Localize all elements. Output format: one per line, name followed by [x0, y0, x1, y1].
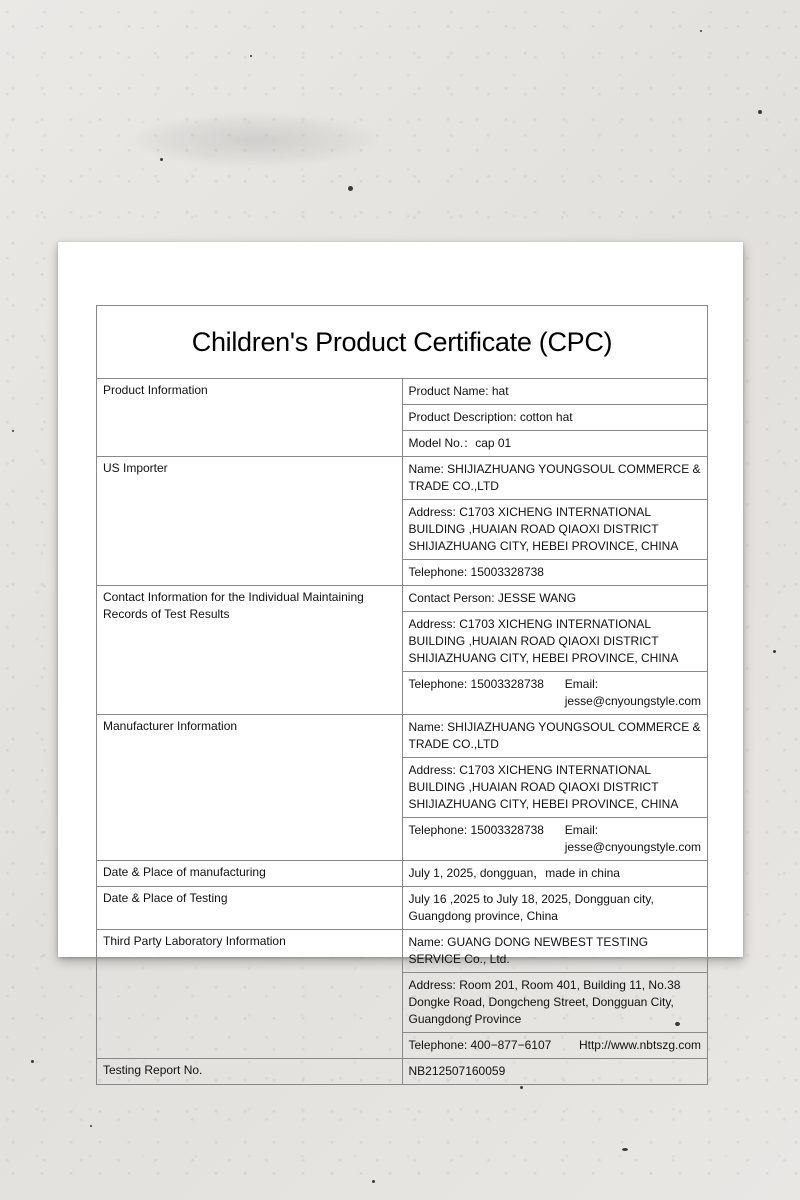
table-row [97, 861, 708, 887]
model-number: Model No.：cap 01 [402, 431, 708, 457]
contact-phone-email-cell [402, 672, 708, 715]
lab-telephone: Telephone: 400−877−6107 [408, 1038, 552, 1052]
contact-telephone: Telephone: 15003328738 [408, 677, 544, 691]
table-row [97, 715, 708, 758]
certificate-table [96, 305, 708, 1085]
importer-address: Address: C1703 XICHENG INTERNATIONAL BUILDING ,HUAIAN ROAD QIAOXI DISTRICT SHIJIAZHUANG CITY, HEBEI PROVINCE, CHINA [402, 500, 708, 560]
product-info-label: Product Information [97, 379, 403, 457]
contact-info-label: Contact Information for the Individual Maintaining Records of Test Results [97, 586, 403, 715]
lab-name: Name: GUANG DONG NEWBEST TESTING SERVICE Co., Ltd. [402, 930, 708, 973]
manufacturing-label: Date & Place of manufacturing [97, 861, 403, 887]
speck [622, 1148, 628, 1151]
manufacturer-phone-email-cell [402, 818, 708, 861]
table-row [97, 379, 708, 405]
certificate-paper [58, 242, 743, 1078]
manufacturer-email: Email: jesse@cnyoungstyle.com [564, 823, 702, 854]
lab-website: Http://www.nbtszg.com [578, 1038, 701, 1052]
manufacturer-telephone: Telephone: 15003328738 [408, 823, 544, 837]
manufacturing-value: July 1, 2025, dongguan，made in china [402, 861, 708, 887]
speck [520, 1086, 523, 1089]
speck [758, 110, 762, 114]
ink-smudge [135, 115, 375, 165]
lab-phone-web-cell [402, 1033, 708, 1059]
speck [31, 1060, 34, 1063]
lab-label: Third Party Laboratory Information [97, 930, 403, 1059]
speck [372, 1180, 375, 1183]
manufacturer-label: Manufacturer Information [97, 715, 403, 861]
speck [700, 30, 702, 32]
report-label: Testing Report No. [97, 1059, 403, 1085]
report-number: NB212507160059 [402, 1059, 708, 1085]
speck [90, 1125, 92, 1127]
contact-email: Email: jesse@cnyoungstyle.com [564, 677, 702, 708]
certificate-title: Children's Product Certificate (CPC) [97, 306, 708, 379]
table-row [97, 457, 708, 500]
manufacturer-name: Name: SHIJIAZHUANG YOUNGSOUL COMMERCE & TRADE CO.,LTD [402, 715, 708, 758]
product-description: Product Description: cotton hat [402, 405, 708, 431]
table-row [97, 1059, 708, 1085]
testing-value: July 16 ,2025 to July 18, 2025, Dongguan city, Guangdong province, China [402, 887, 708, 930]
us-importer-label: US Importer [97, 457, 403, 586]
table-row [97, 930, 708, 973]
testing-label: Date & Place of Testing [97, 887, 403, 930]
importer-telephone: Telephone: 15003328738 [402, 560, 708, 586]
manufacturer-address: Address: C1703 XICHENG INTERNATIONAL BUILDING ,HUAIAN ROAD QIAOXI DISTRICT SHIJIAZHUANG CITY, HEBEI PROVINCE, CHINA [402, 758, 708, 818]
product-name: Product Name: hat [402, 379, 708, 405]
contact-address: Address: C1703 XICHENG INTERNATIONAL BUILDING ,HUAIAN ROAD QIAOXI DISTRICT SHIJIAZHUANG CITY, HEBEI PROVINCE, CHINA [402, 612, 708, 672]
speck [250, 55, 252, 57]
speck [160, 158, 163, 161]
lab-address: Address: Room 201, Room 401, Building 11, No.38 Dongke Road, Dongcheng Street, Dongguan City, Guangdong Province [402, 973, 708, 1033]
contact-person: Contact Person: JESSE WANG [402, 586, 708, 612]
speck [12, 430, 14, 432]
table-row [97, 586, 708, 612]
speck [348, 186, 353, 191]
speck [773, 650, 776, 653]
importer-name: Name: SHIJIAZHUANG YOUNGSOUL COMMERCE & TRADE CO.,LTD [402, 457, 708, 500]
table-row [97, 887, 708, 930]
